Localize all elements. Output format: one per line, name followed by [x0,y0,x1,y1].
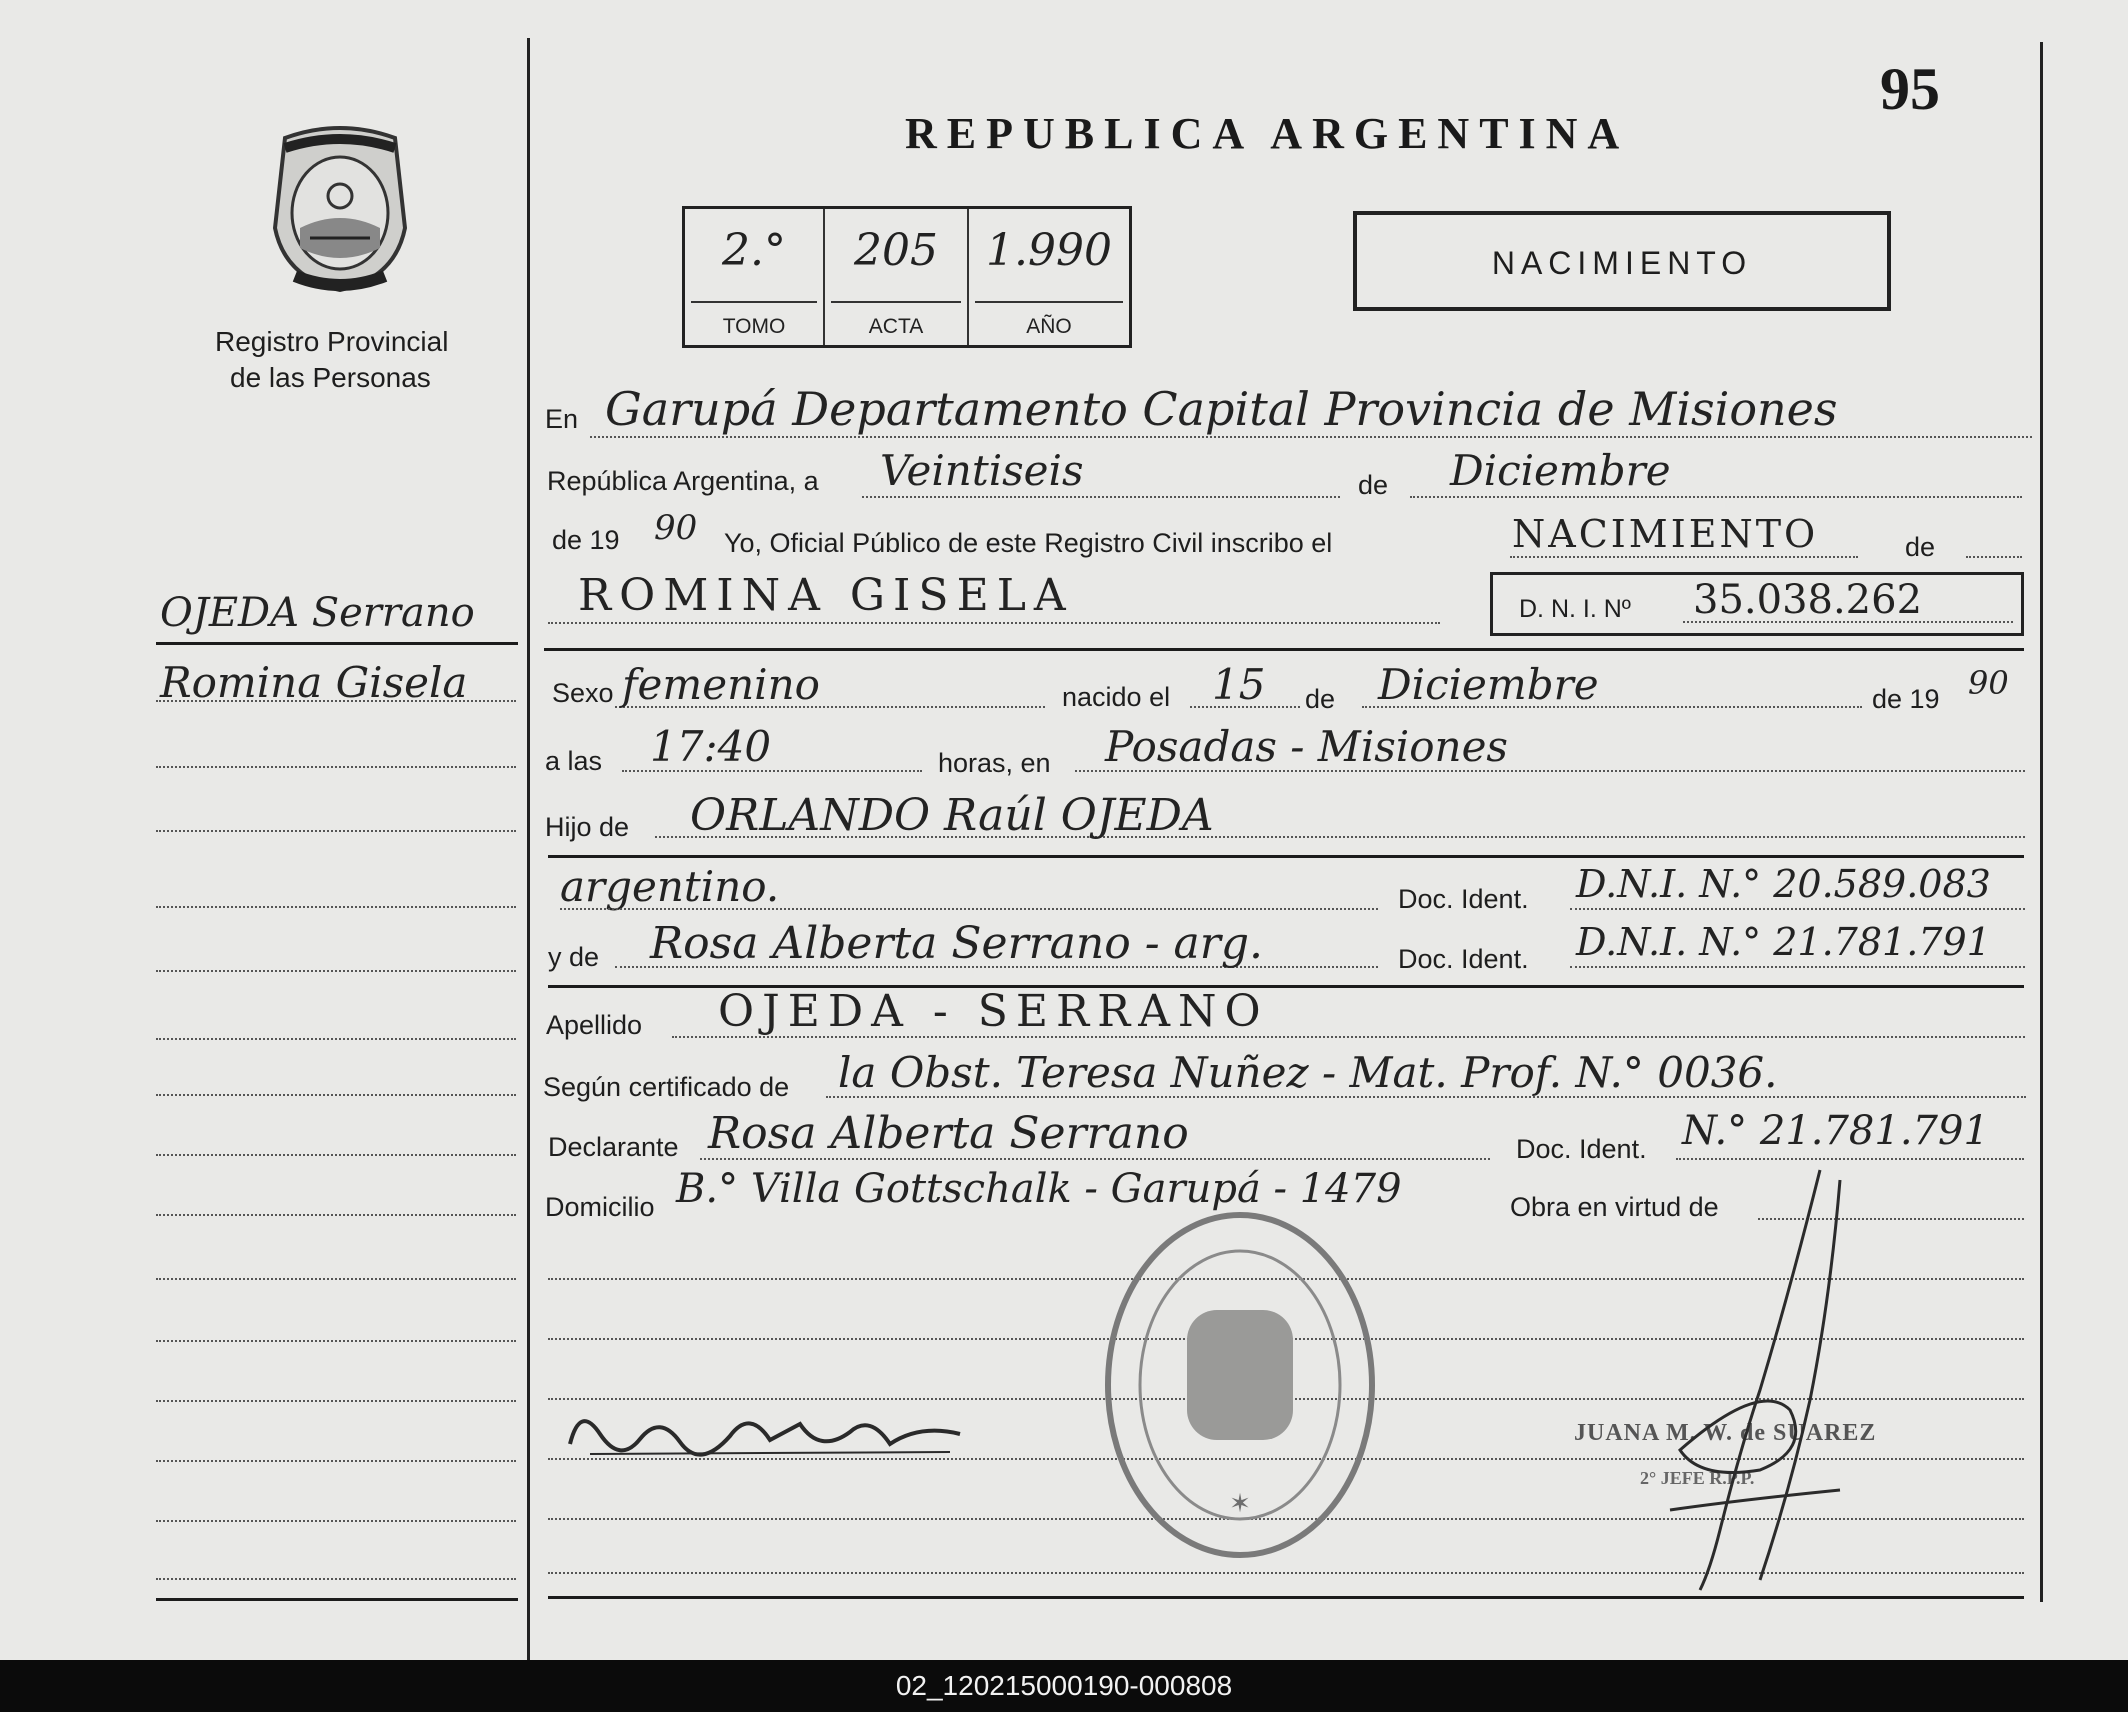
de19-label-2: de 19 [1872,684,1940,714]
margin-surname: OJEDA Serrano [160,590,475,636]
right-border [2040,42,2043,1602]
birth-time-value: 17:40 [650,722,772,771]
margin-line [156,1400,516,1402]
nacido-label: nacido el [1062,682,1171,712]
apellido-value: OJEDA - SERRANO [718,986,1269,1037]
margin-line [156,1340,516,1342]
nationality-line [560,908,1378,910]
office-name-line2: de las Personas [230,362,431,393]
dni-value: 35.038.262 [1693,577,1923,623]
margin-line [156,830,516,832]
month-line [1410,496,2022,498]
child-name-line [548,622,1440,624]
act-written-value: NACIMIENTO [1512,512,1819,556]
birth-day-value: 15 [1212,660,1266,709]
margin-line [156,700,516,702]
de-label: de [1358,470,1389,500]
doc-label-3: Doc. Ident. [1516,1134,1647,1164]
en-label: En [545,404,579,434]
place-line [590,436,2032,438]
place-value: Garupá Departamento Capital Provincia de Misiones [605,382,1838,436]
margin-rule-1 [156,642,518,645]
acta-cell [825,209,969,345]
official-seal [1095,1200,1385,1580]
tomo-label: TOMO [722,315,786,338]
left-column-divider [527,38,530,1660]
margin-line [156,766,516,768]
anio-label: AÑO [1026,315,1072,338]
coat-of-arms-icon [255,118,425,298]
anio-value: 1.990 [986,225,1112,276]
tomo-value: 2.° [722,225,786,276]
child-name-value: ROMINA GISELA [578,570,1074,621]
margin-line [156,906,516,908]
act-type-box [1353,211,1891,311]
margin-given-names: Romina Gisela [160,658,468,707]
margin-line [156,1214,516,1216]
de2-line [1966,556,2022,558]
day-words-value: Veintiseis [880,446,1084,495]
year-suffix-value: 90 [654,508,698,548]
father-nationality-value: argentino. [560,862,780,911]
domicilio-value: B.° Villa Gottschalk - Garupá - 1479 [676,1166,1402,1212]
month-value: Diciembre [1450,446,1671,495]
segun-label: Según certificado de [543,1072,790,1102]
section-rule-2 [548,855,2024,858]
de19-label: de 19 [552,525,620,555]
dni-label: D. N. I. Nº [1519,595,1631,623]
image-caption: 02_120215000190-000808 [0,1660,2128,1712]
svg-text:✶: ✶ [1229,1488,1251,1518]
acta-label: ACTA [868,315,924,338]
officer-signature [1640,1150,1900,1610]
domicilio-label: Domicilio [545,1192,655,1222]
obra-label: Obra en virtud de [1510,1192,1719,1222]
mother-doc-value: D.N.I. N.° 21.781.791 [1576,920,1991,964]
mother-doc-line [1570,966,2025,968]
dni-box [1490,572,2024,636]
doc-label-2: Doc. Ident. [1398,944,1529,974]
hijo-label: Hijo de [545,812,630,842]
sexo-label: Sexo [552,678,614,708]
section-rule-1 [544,648,2024,651]
acta-value: 205 [854,225,938,276]
officer-statement: Yo, Oficial Público de este Registro Civil inscribo el [724,528,1333,558]
father-doc-line [1570,908,2025,910]
officer-stamp-name: JUANA M. W. de SUAREZ [1574,1420,1877,1446]
declarante-doc-value: N.° 21.781.791 [1682,1108,1989,1154]
sexo-value: femenino [622,660,820,709]
margin-line [156,1038,516,1040]
act-written-line [1510,556,1858,558]
folio-number: 95 [1880,56,1940,122]
country-title: REPUBLICA ARGENTINA [905,109,1630,158]
birth-year-suffix: 90 [1968,664,2009,702]
republica-label: República Argentina, a [547,466,819,496]
anio-cell [969,209,1129,345]
act-type-label: NACIMIENTO [1491,245,1753,281]
tomo-cell [685,209,825,345]
declarante-value: Rosa Alberta Serrano [708,1108,1189,1159]
de-label-3: de [1305,684,1336,714]
birth-month-value: Diciembre [1378,660,1599,709]
office-name-line1: Registro Provincial [215,326,449,357]
register-box [682,206,1132,348]
father-value: ORLANDO Raúl OJEDA [690,790,1214,841]
alas-label: a las [545,746,603,776]
de-label-2: de [1905,532,1936,562]
yde-label: y de [548,942,600,972]
margin-bottom-rule [156,1598,518,1601]
margin-line [156,1278,516,1280]
left-signature [560,1394,980,1474]
horas-label: horas, en [938,748,1051,778]
day-line [862,496,1340,498]
officer-stamp-role: 2° JEFE R.P.P. [1640,1468,1755,1488]
margin-line [156,1154,516,1156]
doc-label: Doc. Ident. [1398,884,1529,914]
declarante-label: Declarante [548,1132,679,1162]
margin-line [156,970,516,972]
apellido-label: Apellido [546,1010,643,1040]
birth-place-value: Posadas - Misiones [1105,722,1508,771]
father-doc-value: D.N.I. N.° 20.589.083 [1576,862,1991,906]
margin-line [156,1520,516,1522]
margin-line [156,1460,516,1462]
certificado-value: la Obst. Teresa Nuñez - Mat. Prof. N.° 0036. [838,1048,1778,1097]
margin-line [156,1578,516,1580]
mother-value: Rosa Alberta Serrano - arg. [650,918,1263,969]
margin-line [156,1094,516,1096]
